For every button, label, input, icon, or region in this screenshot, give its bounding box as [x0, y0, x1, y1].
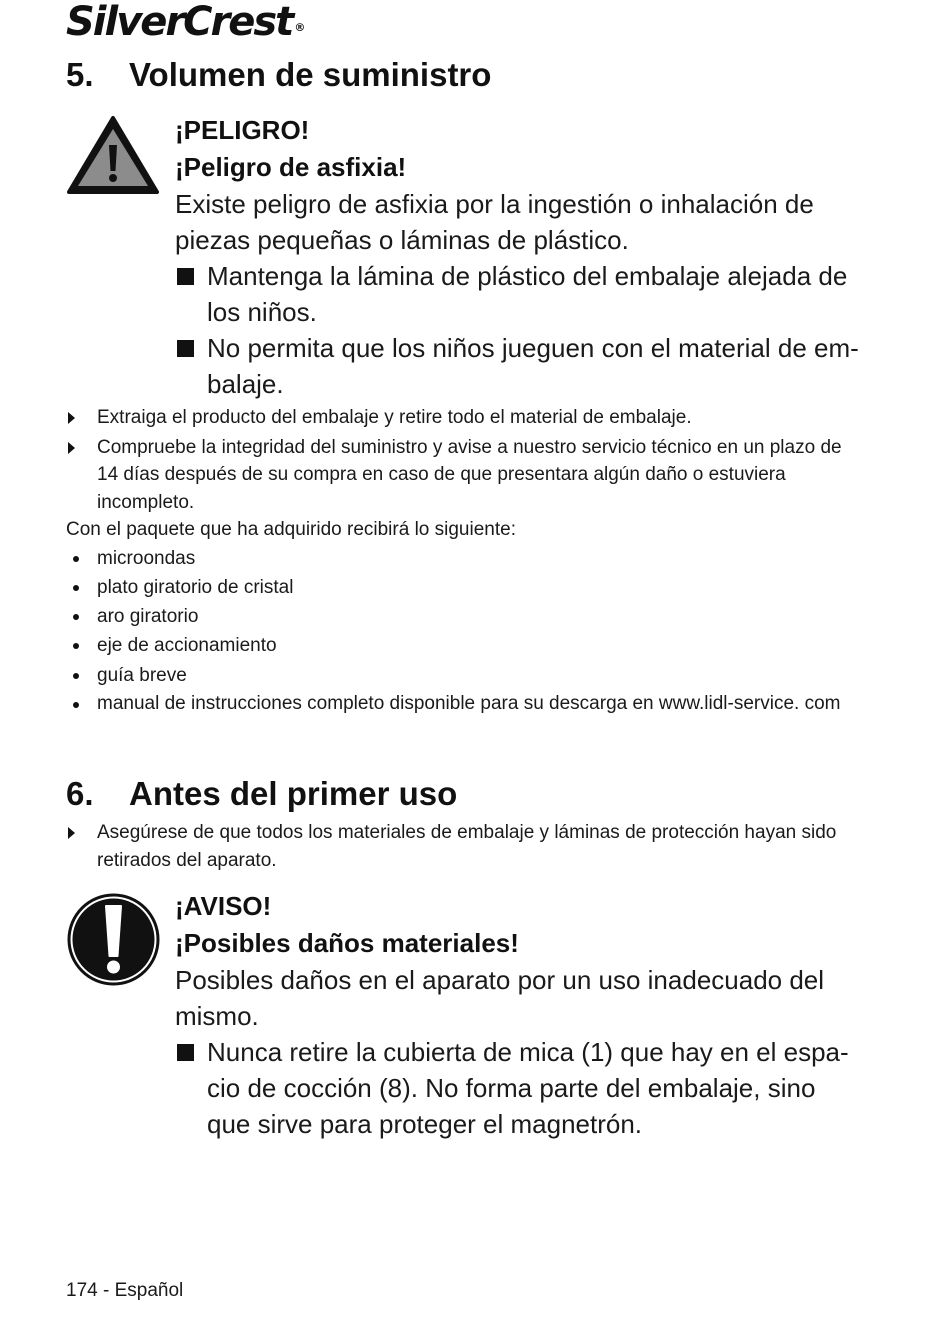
step-item: Extraiga el producto del embalaje y retire todo el material de embalaje.	[66, 404, 856, 432]
package-item: manual de instrucciones completo disponible para su descarga en www.lidl-service. com	[66, 690, 856, 718]
section-6-title: Antes del primer uso	[129, 775, 458, 812]
section-5-title: Volumen de suministro	[129, 56, 492, 93]
danger-hazard-title: ¡Peligro de asfixia!	[175, 152, 407, 182]
section-5-heading	[66, 55, 491, 95]
section-5-number: 5.	[66, 56, 94, 93]
package-item: aro giratorio	[66, 602, 856, 631]
package-item: eje de accionamiento	[66, 631, 856, 660]
step-item: Compruebe la integridad del suministro y avise a nuestro servicio técnico en un plazo de 14 días después de su compra en caso de que presentara algún daño o estuviera incompleto.	[66, 434, 856, 517]
danger-signal-word: ¡PELIGRO!	[175, 115, 310, 145]
brand-logo: SilverCrest ®	[66, 0, 306, 45]
package-item: plato giratorio de cristal	[66, 573, 856, 602]
warning-triangle-icon	[66, 115, 160, 195]
page-footer: 174 - Español	[66, 1280, 184, 1301]
notice-instruction: Nunca retire la cubierta de mica (1) que hay en el espa-cio de cocción (8). No forma parte del embalaje, sino que sirve para proteger el magnetrón.	[175, 1034, 865, 1142]
danger-description: Existe peligro de asfixia por la ingestión o inhalación de piezas pequeñas o láminas de plástico.	[175, 189, 814, 255]
danger-notice	[175, 112, 865, 402]
danger-instruction: No permita que los niños jueguen con el material de em-balaje.	[175, 330, 865, 402]
registered-mark: ®	[294, 21, 306, 34]
section-6-number: 6.	[66, 775, 94, 812]
notice-hazard-title: ¡Posibles daños materiales!	[175, 928, 519, 958]
notice-description: Posibles daños en el aparato por un uso inadecuado del mismo.	[175, 965, 825, 1031]
danger-instruction: Mantenga la lámina de plástico del embalaje alejada de los niños.	[175, 258, 865, 330]
before-use-steps	[66, 819, 856, 874]
caution-notice	[175, 888, 865, 1142]
section-6-heading	[66, 774, 457, 814]
notice-signal-word: ¡AVISO!	[175, 891, 272, 921]
exclamation-circle-icon	[66, 892, 161, 987]
package-intro: Con el paquete que ha adquirido recibirá lo siguiente:	[66, 519, 516, 540]
package-item: microondas	[66, 544, 856, 573]
package-item: guía breve	[66, 661, 856, 690]
supply-steps	[66, 404, 856, 717]
step-item: Asegúrese de que todos los materiales de embalaje y láminas de protección hayan sido retirados del aparato.	[66, 819, 856, 874]
